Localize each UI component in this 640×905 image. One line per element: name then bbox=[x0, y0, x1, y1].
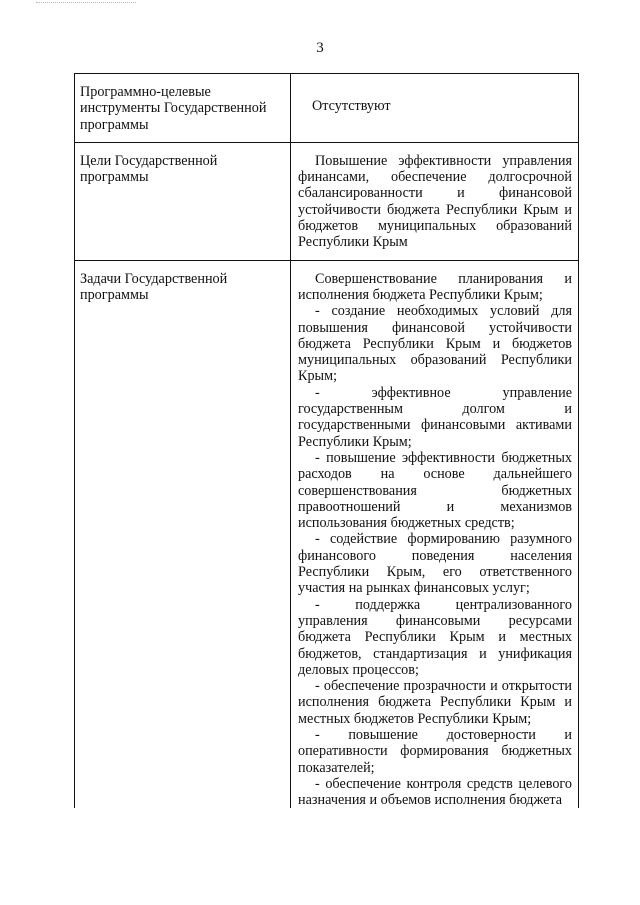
page-number: 3 bbox=[316, 40, 324, 56]
row-label-instruments: Программно-целевые инструменты Государственной программы bbox=[75, 74, 291, 143]
task-item: - повышение достоверности и оперативности формирования бюджетных показателей; bbox=[298, 726, 572, 776]
instruments-value: Отсутствуют bbox=[312, 98, 391, 115]
task-item: - создание необходимых условий для повышения финансовой устойчивости бюджета Республики Крым и бюджетов муниципальных образований Республики Крым; bbox=[298, 303, 572, 385]
scan-artifact-mark bbox=[36, 2, 136, 9]
row-content-instruments bbox=[291, 74, 579, 143]
goals-text: Повышение эффективности управления финансами, обеспечение долгосрочной сбалансированности и финансовой устойчивости бюджета Республики Крым и бюджетов муниципальных образований Республики Крым bbox=[298, 152, 572, 251]
table-row-instruments bbox=[75, 74, 579, 143]
row-content-tasks bbox=[291, 260, 579, 808]
row-label-tasks: Задачи Государственной программы bbox=[75, 260, 291, 808]
table-row-tasks bbox=[75, 260, 579, 808]
task-item: Совершенствование планирования и исполнения бюджета Республики Крым; bbox=[298, 270, 572, 303]
task-item: - повышение эффективности бюджетных расходов на основе дальнейшего совершенствования бюджетных правоотношений и механизмов использования бюджетных средств; bbox=[298, 449, 572, 532]
task-item: - обеспечение прозрачности и открытости исполнения бюджета Республики Крым и местных бюджетов Республики Крым; bbox=[298, 678, 572, 727]
row-label-goals: Цели Государственной программы bbox=[75, 142, 291, 260]
table-row-goals bbox=[75, 142, 579, 260]
task-item: - содействие формированию разумного финансового поведения населения Республики Крым, его ответственного участия на рынках финансовых услуг; bbox=[298, 531, 572, 597]
task-item: - поддержка централизованного управления финансовыми ресурсами бюджета Республики Крым и местных бюджетов, стандартизация и унификация деловых процессов; bbox=[298, 596, 572, 678]
task-item: - обеспечение контроля средств целевого назначения и объемов исполнения бюджета bbox=[298, 775, 572, 809]
passport-table bbox=[74, 73, 579, 808]
row-content-goals bbox=[291, 142, 579, 260]
task-item: - эффективное управление государственным долгом и государственными финансовыми активами Республики Крым; bbox=[298, 384, 572, 450]
